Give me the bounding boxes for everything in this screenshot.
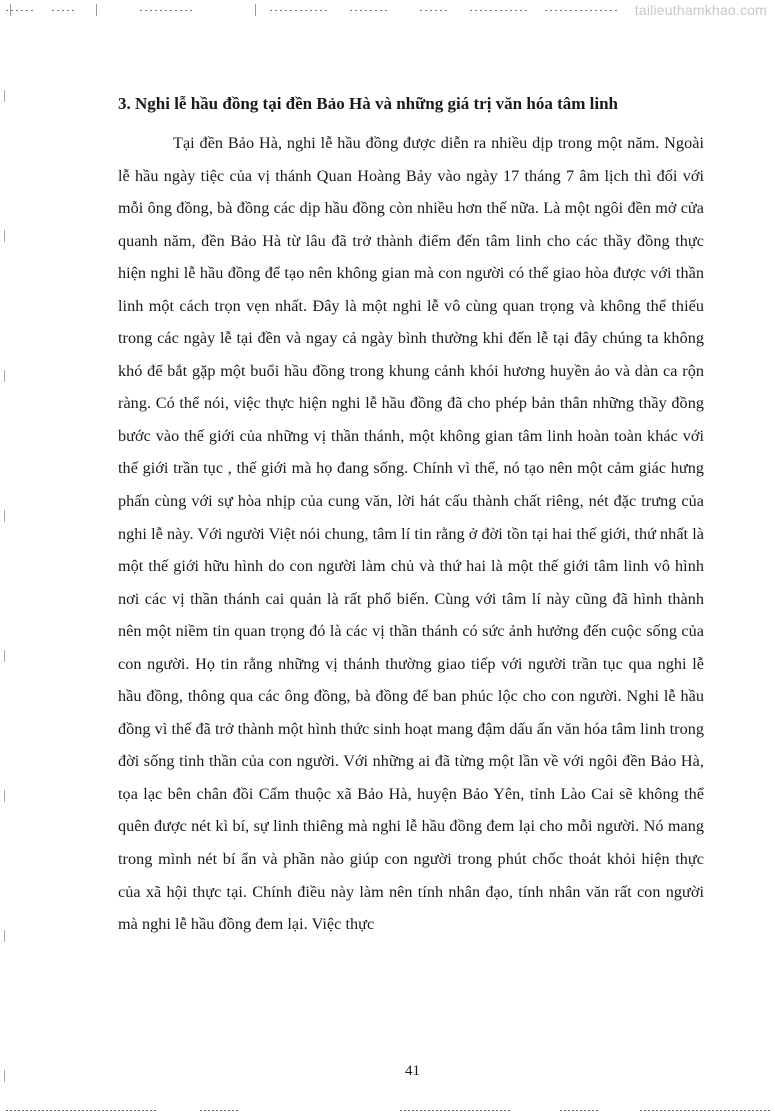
section-heading: 3. Nghi lễ hầu đồng tại đền Bảo Hà và những giá trị văn hóa tâm linh	[118, 94, 618, 113]
document-content	[118, 93, 704, 941]
page-number: 41	[405, 1063, 420, 1079]
scan-noise-line	[200, 1110, 240, 1111]
scan-noise-line	[6, 1110, 156, 1111]
scan-footer-artifacts	[0, 1102, 775, 1116]
scan-noise-line	[270, 10, 330, 11]
scan-header-artifacts	[0, 0, 775, 24]
watermark-text: tailieuthamkhao.com	[634, 2, 767, 18]
scan-noise-line	[350, 10, 390, 11]
scan-noise-line	[140, 10, 195, 11]
body-paragraph: Tại đền Bảo Hà, nghi lễ hầu đồng được diễn ra nhiều dịp trong một năm. Ngoài lễ hầu ngày tiệc của vị thánh Quan Hoàng Bảy vào ngày 17 tháng 7 âm lịch thì đối với mỗi ông đồng, bà đồng các dịp hầu đồng còn nhiều hơn thế nữa. Là một ngôi đền mở cửa quanh năm, đền Bảo Hà từ lâu đã trở thành điểm đến tâm linh cho các thầy đồng thực hiện nghi lễ hầu đồng để tạo nên không gian mà con người có thể giao hòa được với thần linh một cách trọn vẹn nhất. Đây là một nghi lễ vô cùng quan trọng và không thể thiếu trong các ngày lễ tại đền và ngay cả ngày bình thường khi đến lễ tại đây chúng ta không khó để bắt gặp một buổi hầu đồng trong khung cảnh khói hương huyền ảo và dàn ca rộn ràng. Có thể nói, việc thực hiện nghi lễ hầu đồng đã cho phép bản thân những thầy đồng bước vào thế giới của những vị thần thánh, một không gian tâm linh hoàn toàn khác với thế giới trần tục , thế giới mà họ đang sống. Chính vì thế, nó tạo nên một cảm giác hưng phấn cùng với sự hòa nhịp của cung văn, lời hát cấu thành chất riêng, nét đặc trưng của nghi lễ này. Với người Việt nói chung, tâm lí tin rằng ở đời tồn tại hai thế giới, thứ nhất là một thế giới hữu hình do con người làm chủ và thứ hai là một thế giới tâm linh vô hình nơi các vị thần thánh cai quản là rất phổ biến. Cùng với tâm lí này cũng đã hình thành nên một niềm tin quan trọng đó là các vị thần thánh có sức ảnh hưởng đến cuộc sống của con người. Họ tin rằng những vị thánh thường giao tiếp với người trần tục qua nghi lễ hầu đồng, thông qua các ông đồng, bà đồng để ban phúc lộc cho con người. Nghi lễ hầu đồng vì thế đã trở thành một hình thức sinh hoạt mang đậm dấu ấn văn hóa tâm linh trong đời sống tinh thần của con người. Với những ai đã từng một lần về với ngôi đền Bảo Hà, tọa lạc bên chân đồi Cấm thuộc xã Bảo Hà, huyện Bảo Yên, tỉnh Lào Cai sẽ không thể quên được nét kì bí, sự linh thiêng mà nghi lễ hầu đồng đem lại cho mỗi người. Nó mang trong mình nét bí ẩn và phần nào giúp con người trong phút chốc thoát khỏi hiện thực của xã hội thực tại. Chính điều này làm nên tính nhân đạo, tính nhân văn rất con người mà nghi lễ hầu đồng đem lại. Việc thực	[118, 134, 704, 934]
scan-noise-line	[52, 10, 76, 11]
scan-noise-line	[400, 1110, 510, 1111]
scan-noise-line	[470, 10, 530, 11]
scan-noise-line	[640, 1110, 770, 1111]
scan-noise-mark	[10, 4, 11, 16]
scan-noise-line	[545, 10, 620, 11]
scan-left-edge	[4, 30, 5, 1090]
scan-noise-mark	[96, 4, 97, 16]
scan-noise-mark	[255, 4, 256, 16]
scan-noise-line	[420, 10, 450, 11]
scan-noise-line	[560, 1110, 600, 1111]
